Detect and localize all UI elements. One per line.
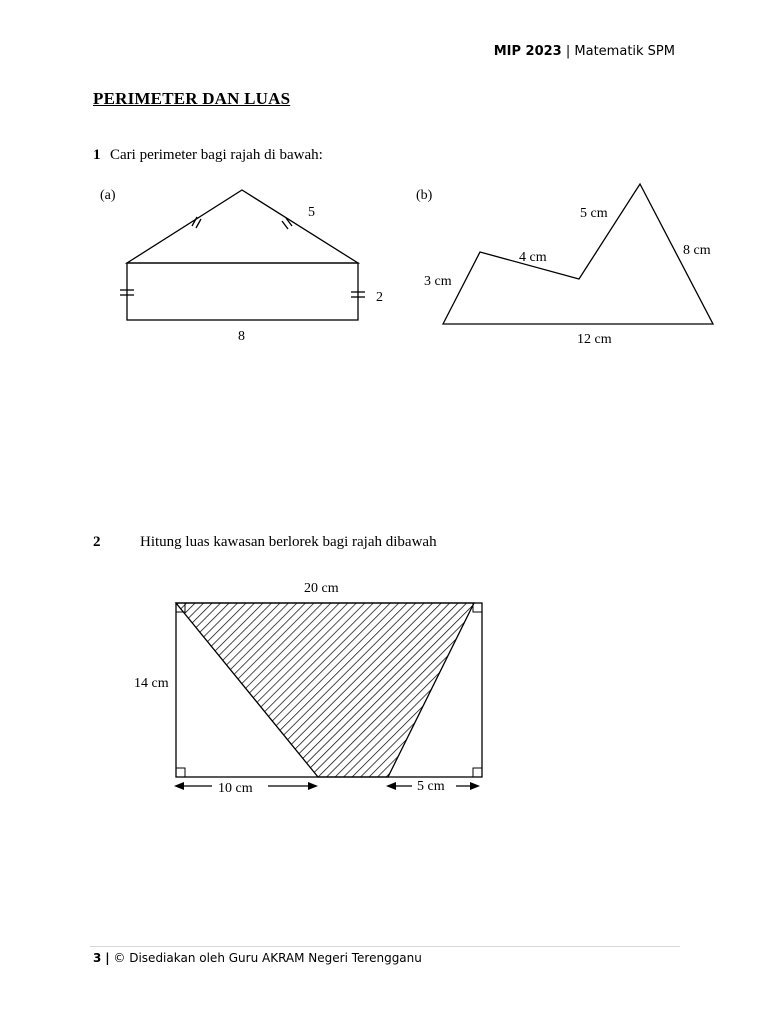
- arrowhead: [386, 782, 396, 790]
- q2-left-label: 14 cm: [134, 676, 169, 691]
- q2-bottom-left-label: 10 cm: [218, 781, 253, 796]
- header-subject: Matematik SPM: [574, 44, 675, 59]
- footer-text: Disediakan oleh Guru AKRAM Negeri Terengganu: [129, 951, 422, 965]
- q2-top-label: 20 cm: [304, 581, 339, 596]
- figure-b: [443, 184, 713, 324]
- figure-a: [120, 190, 365, 320]
- figure-a-side-right: 2: [376, 290, 383, 305]
- figure-b-label: (b): [416, 188, 433, 203]
- right-angle-mark: [473, 768, 482, 777]
- right-angle-mark: [176, 768, 185, 777]
- figure-b-side-1: 3 cm: [424, 274, 452, 289]
- shaded-region: [176, 603, 474, 777]
- arrowhead: [470, 782, 480, 790]
- footer-copyright: ©: [113, 951, 126, 965]
- q2-bottom-right-label: 5 cm: [417, 779, 445, 794]
- q1-text: Cari perimeter bagi rajah di bawah:: [110, 147, 323, 163]
- arrowhead: [174, 782, 184, 790]
- figure-a-base: 8: [238, 329, 245, 344]
- figure-b-base: 12 cm: [577, 332, 612, 347]
- tick-mark: [282, 221, 288, 229]
- figure-b-side-2: 4 cm: [519, 250, 547, 265]
- footer-separator: |: [105, 951, 110, 965]
- arrowhead: [308, 782, 318, 790]
- header-code: MIP 2023: [493, 44, 562, 59]
- figure-b-side-3: 5 cm: [580, 206, 608, 221]
- q1-number: 1: [93, 147, 101, 163]
- figure-a-label: (a): [100, 188, 116, 203]
- tick-mark: [196, 219, 201, 228]
- header-separator: |: [565, 44, 571, 59]
- figure-q2: [174, 603, 482, 790]
- footer-page-number: 3: [93, 951, 102, 965]
- footer-divider: [90, 946, 680, 947]
- right-angle-mark: [473, 603, 482, 612]
- figure-b-polygon: [443, 184, 713, 324]
- q2-text: Hitung luas kawasan berlorek bagi rajah dibawah: [140, 534, 437, 550]
- figure-b-side-4: 8 cm: [683, 243, 711, 258]
- page-title: PERIMETER DAN LUAS: [93, 89, 291, 108]
- figure-a-roof: [127, 190, 358, 263]
- page-footer: [93, 951, 422, 965]
- figure-a-side-slant: 5: [308, 205, 315, 220]
- q2-number: 2: [93, 534, 101, 550]
- figure-a-rectangle: [127, 263, 358, 320]
